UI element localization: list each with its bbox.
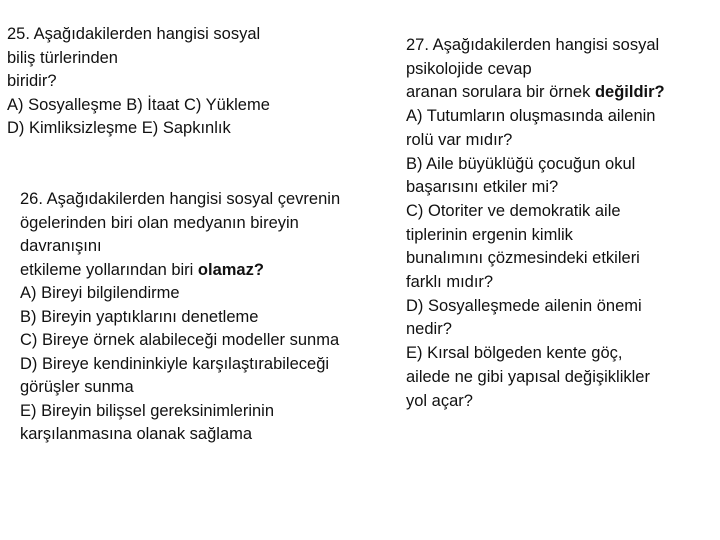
question-27-option-line: bunalımını çözmesindeki etkileri: [406, 249, 640, 268]
question-27: [406, 34, 665, 413]
question-27-stem-text: aranan sorulara bir örnek: [406, 83, 595, 102]
question-27-option-line: yol açar?: [406, 391, 473, 410]
question-27-option-line: tiplerinin ergenin kimlik: [406, 225, 573, 244]
question-26-option-line: görüşler sunma: [20, 378, 134, 396]
question-27-option-line: ailede ne gibi yapısal değişiklikler: [406, 367, 650, 386]
question-27-negation-emphasis: değildir?: [594, 83, 665, 102]
question-25-stem-line: 25. Aşağıdakilerden hangisi sosyal: [7, 25, 261, 43]
question-26-stem-line: davranışını: [20, 237, 102, 255]
question-27-stem-line: psikolojide cevap: [406, 59, 532, 78]
question-26-stem-text: etkileme yollarından biri: [20, 260, 198, 279]
question-25-options-line: D) Kimliksizleşme E) Sapkınlık: [7, 119, 231, 137]
question-26-stem-line: [20, 259, 340, 283]
question-27-option-line: B) Aile büyüklüğü çocuğun okul: [406, 154, 636, 173]
question-27-option-line: farklı mıdır?: [406, 273, 494, 292]
question-27-option-line: başarısını etkiler mi?: [406, 178, 559, 197]
question-26-option-line: B) Bireyin yaptıklarını denetleme: [20, 307, 259, 326]
question-27-stem-line: 27. Aşağıdakilerden hangisi sosyal: [406, 36, 660, 54]
question-26-option-line: A) Bireyi bilgilendirme: [20, 284, 180, 302]
question-27-stem-line: [406, 81, 665, 105]
question-27-option-line: D) Sosyalleşmede ailenin önemi: [406, 296, 642, 315]
question-25-options-line: A) Sosyalleşme B) İtaat C) Yükleme: [7, 95, 270, 114]
question-25: [7, 23, 270, 141]
question-27-option-line: C) Otoriter ve demokratik aile: [406, 201, 621, 220]
question-26-option-line: karşılanmasına olanak sağlama: [20, 425, 253, 443]
question-26-option-line: C) Bireye örnek alabileceği modeller sunma: [20, 331, 340, 349]
question-25-stem-line: biliş türlerinden: [7, 48, 118, 67]
question-26-negation-emphasis: olamaz?: [197, 260, 264, 279]
question-26-option-line: E) Bireyin bilişsel gereksinimlerinin: [20, 401, 275, 420]
question-25-stem-line: biridir?: [7, 72, 57, 90]
question-27-option-line: A) Tutumların oluşmasında ailenin: [406, 107, 656, 126]
question-27-option-line: rolü var mıdır?: [406, 130, 513, 149]
question-27-option-line: E) Kırsal bölgeden kente göç,: [406, 344, 623, 363]
question-26-stem-line: 26. Aşağıdakilerden hangisi sosyal çevrenin: [20, 190, 341, 208]
question-26-option-line: D) Bireye kendininkiyle karşılaştırabileceği: [20, 354, 330, 373]
question-26: [20, 188, 340, 447]
question-26-stem-line: ögelerinden biri olan medyanın bireyin: [20, 213, 299, 232]
question-27-option-line: nedir?: [406, 320, 452, 339]
